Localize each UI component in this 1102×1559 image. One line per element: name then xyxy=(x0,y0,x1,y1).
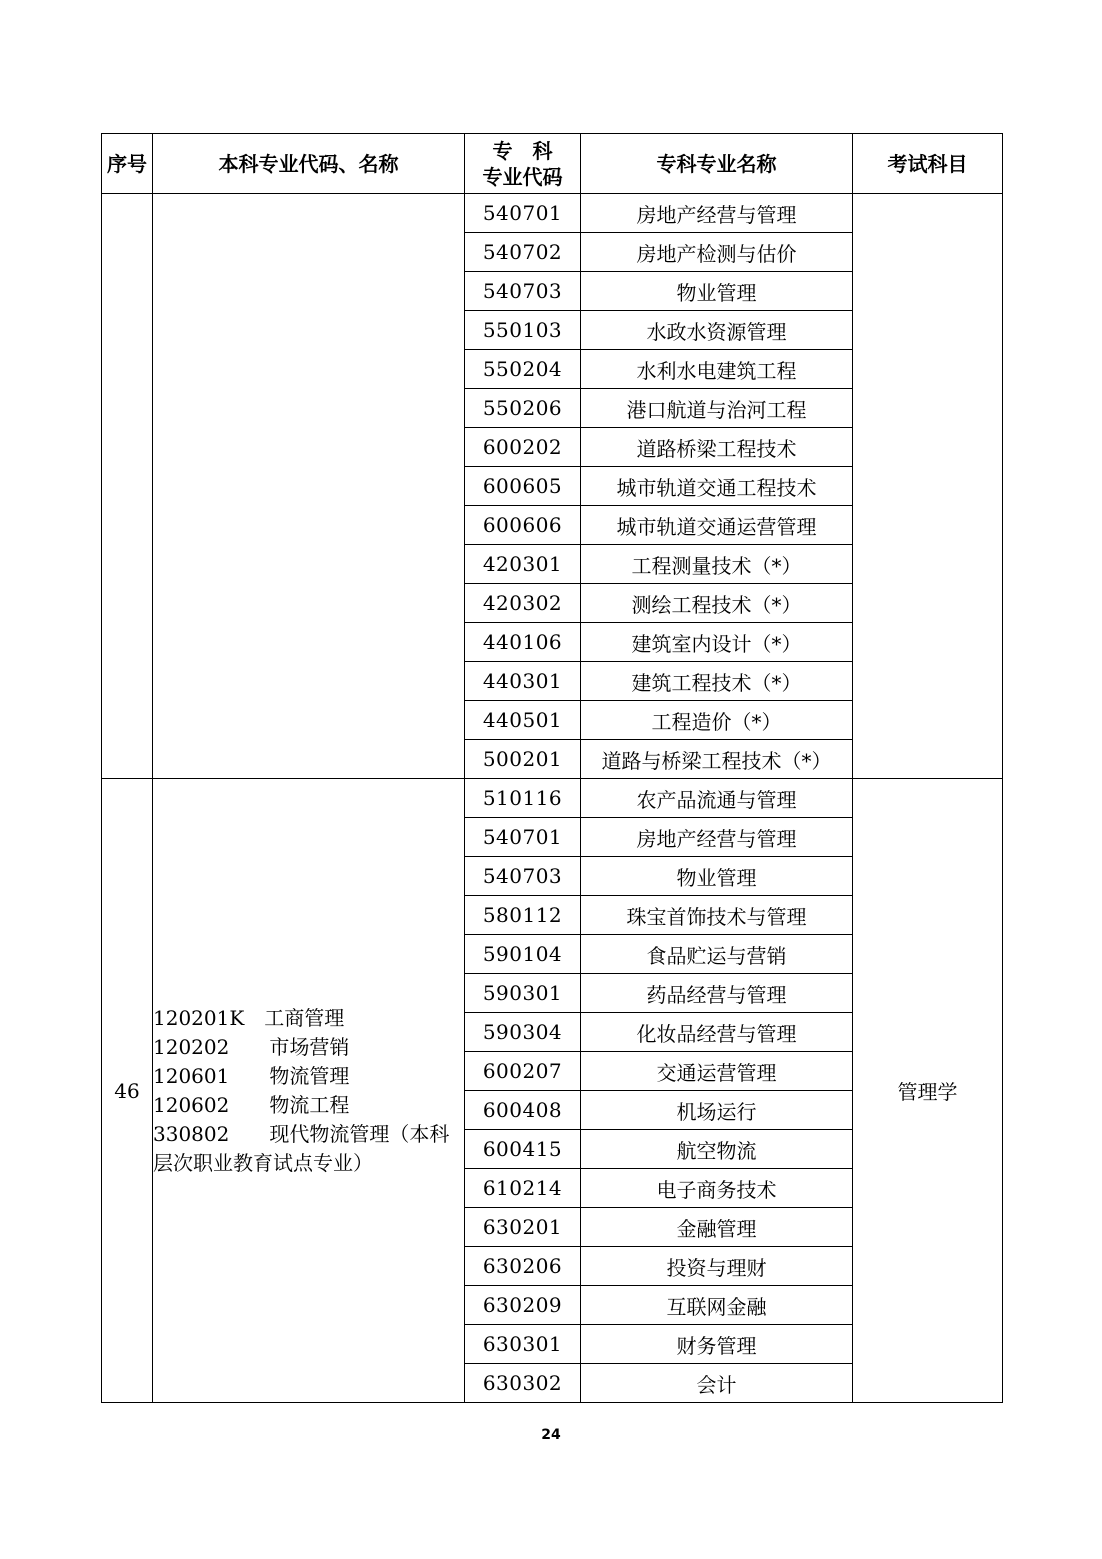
diploma-name: 房地产经营与管理 xyxy=(581,818,853,857)
table-row xyxy=(102,779,1003,818)
diploma-name: 工程测量技术（*） xyxy=(581,545,853,584)
diploma-code: 630206 xyxy=(465,1247,581,1286)
diploma-code: 550206 xyxy=(465,389,581,428)
diploma-code: 630302 xyxy=(465,1364,581,1403)
diploma-name: 机场运行 xyxy=(581,1091,853,1130)
diploma-name: 道路桥梁工程技术 xyxy=(581,428,853,467)
bachelor-major-line: 120202 市场营销 xyxy=(153,1034,350,1059)
diploma-code: 440106 xyxy=(465,623,581,662)
bachelor-major-line: 层次职业教育试点专业） xyxy=(153,1150,373,1175)
diploma-name: 会计 xyxy=(581,1364,853,1403)
diploma-code: 630301 xyxy=(465,1325,581,1364)
diploma-name: 航空物流 xyxy=(581,1130,853,1169)
diploma-code: 610214 xyxy=(465,1169,581,1208)
diploma-name: 工程造价（*） xyxy=(581,701,853,740)
diploma-name: 房地产经营与管理 xyxy=(581,194,853,233)
diploma-name: 水政水资源管理 xyxy=(581,311,853,350)
header-code-line1: 专 科 xyxy=(492,138,553,163)
bachelor-major-line: 330802 现代物流管理（本科 xyxy=(153,1121,450,1146)
bachelor-major-line: 120201K 工商管理 xyxy=(153,1005,345,1030)
diploma-code: 540701 xyxy=(465,818,581,857)
bachelor-major-line: 120601 物流管理 xyxy=(153,1063,350,1088)
diploma-name: 道路与桥梁工程技术（*） xyxy=(581,740,853,779)
diploma-name: 水利水电建筑工程 xyxy=(581,350,853,389)
diploma-name: 药品经营与管理 xyxy=(581,974,853,1013)
diploma-code: 600415 xyxy=(465,1130,581,1169)
diploma-code: 540702 xyxy=(465,233,581,272)
exam-subject: 管理学 xyxy=(853,779,1003,1403)
diploma-code: 540703 xyxy=(465,272,581,311)
diploma-code: 550204 xyxy=(465,350,581,389)
majors-table xyxy=(101,133,1003,1403)
diploma-code: 630209 xyxy=(465,1286,581,1325)
diploma-code: 550103 xyxy=(465,311,581,350)
diploma-code: 540701 xyxy=(465,194,581,233)
diploma-code: 440501 xyxy=(465,701,581,740)
diploma-code: 600207 xyxy=(465,1052,581,1091)
diploma-code: 600408 xyxy=(465,1091,581,1130)
diploma-name: 交通运营管理 xyxy=(581,1052,853,1091)
diploma-code: 510116 xyxy=(465,779,581,818)
diploma-name: 港口航道与治河工程 xyxy=(581,389,853,428)
diploma-name: 测绘工程技术（*） xyxy=(581,584,853,623)
header-subject: 考试科目 xyxy=(853,134,1003,194)
diploma-name: 金融管理 xyxy=(581,1208,853,1247)
bachelor-major-line: 120602 物流工程 xyxy=(153,1092,350,1117)
diploma-code: 590104 xyxy=(465,935,581,974)
diploma-name: 电子商务技术 xyxy=(581,1169,853,1208)
diploma-name: 食品贮运与营销 xyxy=(581,935,853,974)
diploma-name: 城市轨道交通工程技术 xyxy=(581,467,853,506)
table-header-row xyxy=(102,134,1003,194)
header-code xyxy=(465,134,581,194)
subject-cell-empty xyxy=(853,194,1003,779)
diploma-name: 珠宝首饰技术与管理 xyxy=(581,896,853,935)
diploma-name: 建筑工程技术（*） xyxy=(581,662,853,701)
diploma-name: 农产品流通与管理 xyxy=(581,779,853,818)
diploma-code: 580112 xyxy=(465,896,581,935)
diploma-name: 投资与理财 xyxy=(581,1247,853,1286)
diploma-code: 630201 xyxy=(465,1208,581,1247)
diploma-name: 建筑室内设计（*） xyxy=(581,623,853,662)
diploma-name: 物业管理 xyxy=(581,857,853,896)
diploma-code: 420302 xyxy=(465,584,581,623)
diploma-code: 590304 xyxy=(465,1013,581,1052)
diploma-name: 财务管理 xyxy=(581,1325,853,1364)
header-code-line2: 专业代码 xyxy=(482,164,563,189)
diploma-name: 互联网金融 xyxy=(581,1286,853,1325)
diploma-code: 600606 xyxy=(465,506,581,545)
diploma-name: 物业管理 xyxy=(581,272,853,311)
seq-cell-empty xyxy=(102,194,153,779)
bachelor-majors xyxy=(153,779,465,1403)
bachelor-cell-empty xyxy=(153,194,465,779)
diploma-name: 化妆品经营与管理 xyxy=(581,1013,853,1052)
table-row xyxy=(102,194,1003,233)
header-seq: 序号 xyxy=(102,134,153,194)
diploma-name: 城市轨道交通运营管理 xyxy=(581,506,853,545)
seq-number: 46 xyxy=(102,779,153,1403)
header-name: 专科专业名称 xyxy=(581,134,853,194)
diploma-name: 房地产检测与估价 xyxy=(581,233,853,272)
header-bachelor: 本科专业代码、名称 xyxy=(153,134,465,194)
diploma-code: 600202 xyxy=(465,428,581,467)
diploma-code: 590301 xyxy=(465,974,581,1013)
page-number: 24 xyxy=(541,1427,561,1443)
diploma-code: 600605 xyxy=(465,467,581,506)
diploma-code: 540703 xyxy=(465,857,581,896)
diploma-code: 500201 xyxy=(465,740,581,779)
diploma-code: 440301 xyxy=(465,662,581,701)
diploma-code: 420301 xyxy=(465,545,581,584)
